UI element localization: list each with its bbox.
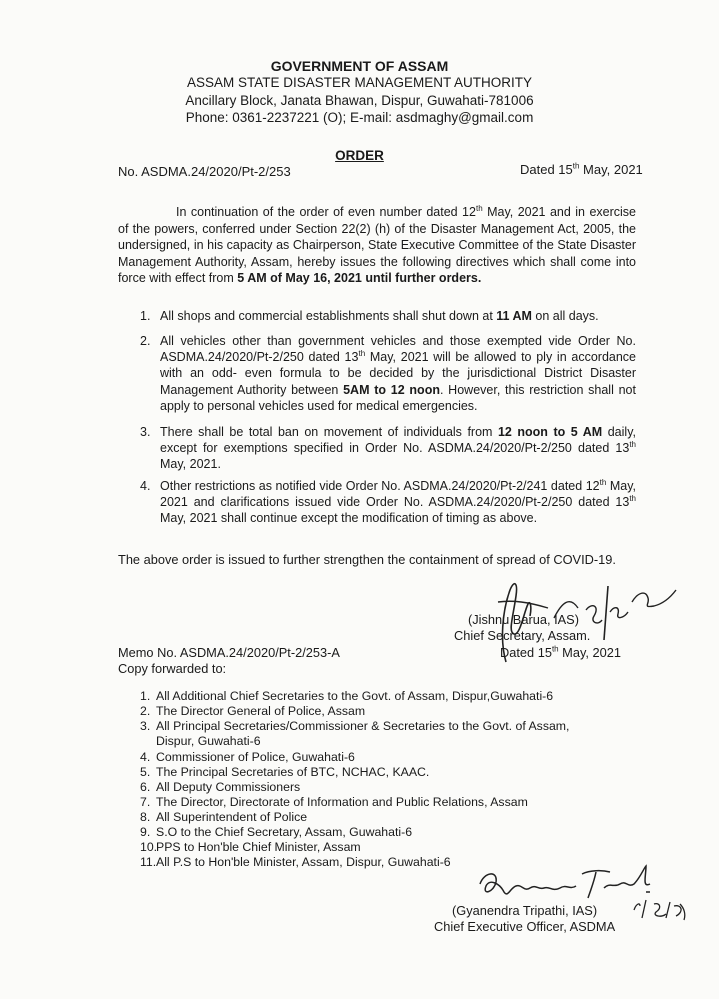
list-item: 8. All Superintendent of Police bbox=[140, 810, 308, 824]
list-item: 7. The Director, Directorate of Information and Public Relations, Assam bbox=[140, 795, 528, 809]
list-item: 1. All Additional Chief Secretaries to the Govt. of Assam, Dispur,Guwahati-6 bbox=[140, 689, 554, 703]
signatory-date: Dated 15th May, 2021 bbox=[500, 644, 621, 660]
list-item: 2. The Director General of Police, Assam bbox=[140, 704, 366, 718]
intro-paragraph: In continuation of the order of even number dated 12th May, 2021 and in exercise of the powers, conferred under Section 22(2) (h) of the Disaster Management Act, 2005, the undersigned, in his capacity as Chairperson, State Executive Committee of the State Disaster Management Authority, Assam, hereby issues the following directives which shall come into force with effect from 5 AM of May 16, 2021 until further orders. bbox=[118, 203, 636, 286]
list-item: 3. All Principal Secretaries/Commissioner & Secretaries to the Govt. of Assam, Dispur, Guwahati-6 bbox=[140, 719, 570, 749]
directive-item: 3. There shall be total ban on movement of individuals from 12 noon to 5 AM daily, except for exemptions specified in Order No. ASDMA.24/2020/Pt-2/250 dated 13th May, 2021. bbox=[140, 425, 636, 472]
signatory-name: (Jishnu Barua, IAS) bbox=[468, 612, 579, 627]
order-title: ORDER bbox=[335, 148, 384, 163]
signatory-title: Chief Secretary, Assam. bbox=[454, 628, 591, 643]
reference-number: No. ASDMA.24/2020/Pt-2/253 bbox=[118, 164, 291, 179]
list-item: 10.PPS to Hon'ble Chief Minister, Assam bbox=[140, 840, 361, 854]
letterhead-address: Ancillary Block, Janata Bhawan, Dispur, Guwahati-781006 bbox=[185, 93, 534, 108]
list-item: 9. S.O to the Chief Secretary, Assam, Guwahati-6 bbox=[140, 825, 413, 839]
memo-number: Memo No. ASDMA.24/2020/Pt-2/253-A bbox=[118, 645, 340, 660]
ceo-name: (Gyanendra Tripathi, IAS) bbox=[452, 903, 598, 918]
list-item: 11.All P.S to Hon'ble Minister, Assam, Dispur, Guwahati-6 bbox=[140, 855, 451, 869]
list-item: 6. All Deputy Commissioners bbox=[140, 780, 301, 794]
list-item: 4. Commissioner of Police, Guwahati-6 bbox=[140, 750, 355, 764]
directive-item: 1. All shops and commercial establishments shall shut down at 11 AM on all days. bbox=[140, 309, 599, 323]
directive-item: 4. Other restrictions as notified vide Order No. ASDMA.24/2020/Pt-2/241 dated 12th May, 2021 and clarifications issued vide Order No. ASDMA.24/2020/Pt-2/250 dated 13th May, 2021 shall continue except the modification of timing as above. bbox=[140, 477, 637, 526]
letterhead-authority: ASSAM STATE DISASTER MANAGEMENT AUTHORITY bbox=[186, 75, 533, 90]
directive-item: 2. All vehicles other than government vehicles and those exempted vide Order No. ASDMA.24/2020/Pt-2/250 dated 13th May, 2021 will be allowed to ply in accordance with an odd- even formula to be decided by the jurisdictional District Disaster Management Authority between 5AM to 12 noon. However, this restriction shall not apply to personal vehicles used for medical emergencies. bbox=[140, 334, 636, 413]
closing-statement: The above order is issued to further strengthen the containment of spread of COVID-19. bbox=[118, 552, 616, 567]
letterhead-contact: Phone: 0361-2237221 (O); E-mail: asdmaghy@gmail.com bbox=[185, 110, 534, 125]
letterhead-government: GOVERNMENT OF ASSAM bbox=[270, 58, 449, 74]
ceo-title: Chief Executive Officer, ASDMA bbox=[434, 919, 616, 934]
copy-forwarded-label: Copy forwarded to: bbox=[118, 661, 227, 676]
memo-block bbox=[118, 645, 340, 677]
list-item: 5. The Principal Secretaries of BTC, NCHAC, KAAC. bbox=[140, 765, 430, 779]
order-date: Dated 15th May, 2021 bbox=[520, 161, 643, 177]
